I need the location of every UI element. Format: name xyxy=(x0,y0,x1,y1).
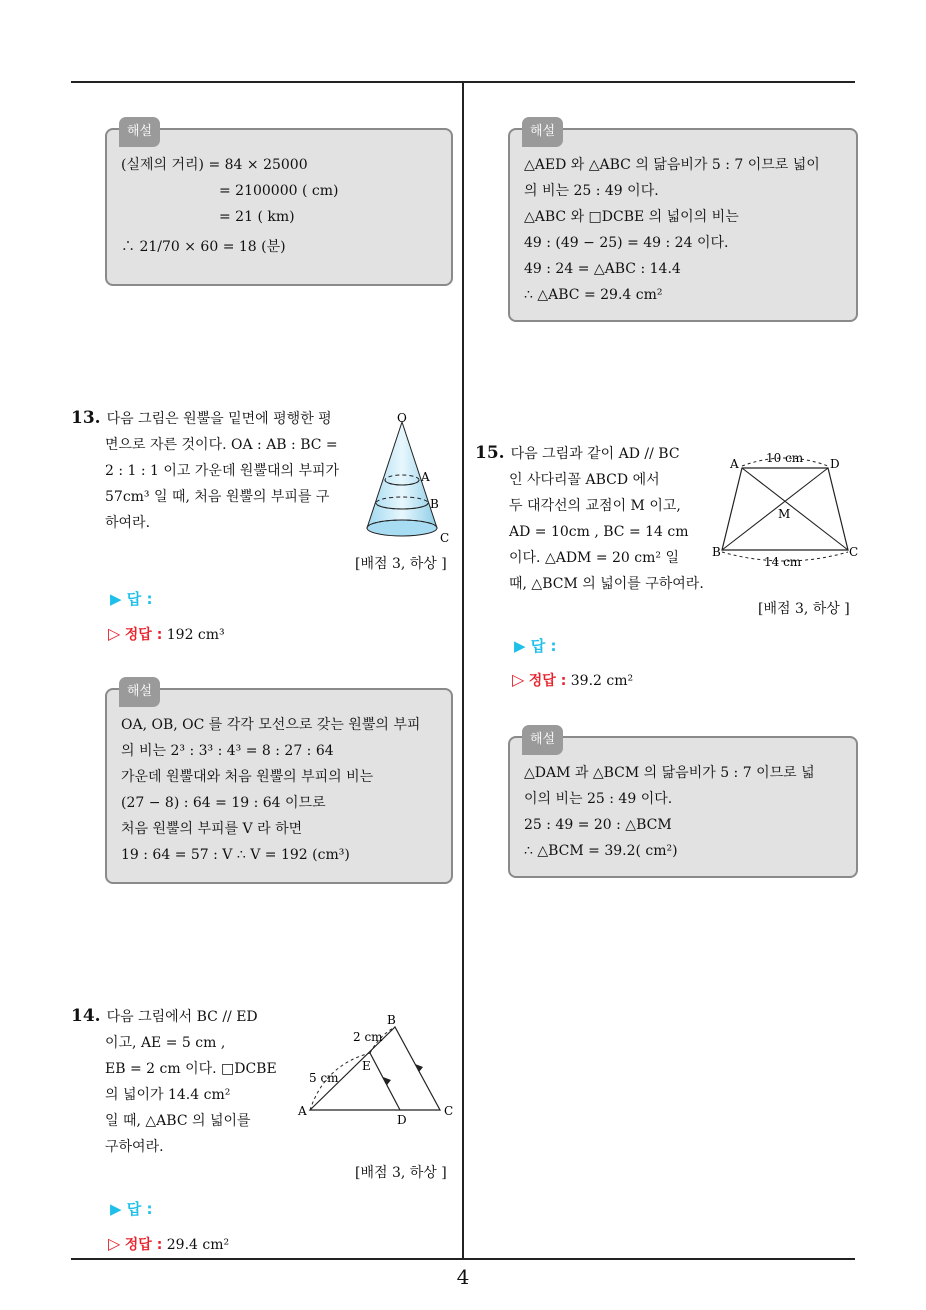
label-B: B xyxy=(430,497,439,511)
explanation-line: ∴ △ABC = 29.4 cm² xyxy=(524,287,663,303)
explanation-box-13 xyxy=(105,684,453,884)
score-meta-14: [배점 3, 하상 ] xyxy=(355,1165,447,1181)
explanation-line: (27 − 8) : 64 = 19 : 64 이므로 xyxy=(121,795,326,811)
question-text: 57cm³ 일 때, 처음 원뿔의 부피를 구 xyxy=(105,489,330,505)
question-text: 의 넓이가 14.4 cm² xyxy=(105,1087,231,1103)
question-text: 하여라. xyxy=(105,515,151,531)
correct-value: 39.2 cm² xyxy=(570,673,634,689)
label-C: C xyxy=(849,545,859,559)
trapezoid-figure xyxy=(710,448,865,573)
question-text: 면으로 자른 것이다. OA : AB : BC = xyxy=(105,437,338,453)
correct-answer-15 xyxy=(512,670,633,690)
question-text: 때, △BCM 의 넓이를 구하여라. xyxy=(509,576,704,592)
label-B: B xyxy=(712,545,721,559)
label-10cm: 10 cm xyxy=(766,451,804,465)
question-text: 2 : 1 : 1 이고 가운데 원뿔대의 부피가 xyxy=(105,463,340,479)
question-text: 인 사다리꼴 ABCD 에서 xyxy=(509,472,660,488)
label-E: E xyxy=(362,1059,371,1073)
explanation-line: OA, OB, OC 를 각각 모선으로 갖는 원뿔의 부피 xyxy=(121,717,421,733)
question-15 xyxy=(475,440,725,597)
triangle-icon: ▷ xyxy=(512,670,525,689)
correct-label: 정답 : xyxy=(124,1237,163,1253)
question-text: AD = 10cm , BC = 14 cm xyxy=(509,524,689,540)
cone-figure xyxy=(355,410,460,550)
label-A: A xyxy=(421,470,430,484)
question-number: 15. xyxy=(475,443,505,463)
explanation-box-12 xyxy=(105,124,453,286)
score-meta-15: [배점 3, 하상 ] xyxy=(758,601,850,617)
question-text: 두 대각선의 교점이 M 이고, xyxy=(509,498,681,514)
explanation-line: 처음 원뿔의 부피를 V 라 하면 xyxy=(121,821,303,837)
explanation-tag: 해설 xyxy=(522,725,563,755)
explanation-line: 19 : 64 = 57 : V ∴ V = 192 (cm³) xyxy=(121,847,350,863)
explanation-line: 의 비는 2³ : 3³ : 4³ = 8 : 27 : 64 xyxy=(121,743,334,759)
explanation-line: 가운데 원뿔대와 처음 원뿔의 부피의 비는 xyxy=(121,769,374,785)
bottom-rule xyxy=(71,1258,855,1260)
label-D: D xyxy=(397,1113,407,1127)
triangle-icon: ▷ xyxy=(108,624,121,643)
label-O: O xyxy=(397,411,407,425)
score-meta-13: [배점 3, 하상 ] xyxy=(355,556,447,572)
explanation-line: ∴ 21/70 × 60 = 18 (분) xyxy=(121,239,286,255)
label-5cm: 5 cm xyxy=(309,1071,339,1085)
label-C: C xyxy=(444,1104,454,1118)
label-D: D xyxy=(830,457,840,471)
label-14cm: 14 cm xyxy=(764,555,802,569)
question-number: 14. xyxy=(71,1006,101,1026)
label-2cm: 2 cm xyxy=(353,1030,383,1044)
question-text: 구하여라. xyxy=(105,1139,164,1155)
label-A: A xyxy=(730,457,739,471)
answer-label-13[interactable]: ▶ 답 : xyxy=(110,590,153,608)
explanation-line: 이의 비는 25 : 49 이다. xyxy=(524,791,673,807)
answer-label-15[interactable]: ▶ 답 : xyxy=(514,637,557,655)
question-text: EB = 2 cm 이다. □DCBE xyxy=(105,1061,277,1077)
explanation-line: 49 : 24 = △ABC : 14.4 xyxy=(524,261,681,277)
explanation-tag: 해설 xyxy=(522,117,563,147)
label-B: B xyxy=(387,1013,396,1027)
label-A: A xyxy=(298,1104,307,1118)
correct-answer-13 xyxy=(108,624,225,644)
correct-value: 192 cm³ xyxy=(166,627,225,643)
answer-label-14[interactable]: ▶ 답 : xyxy=(110,1200,153,1218)
correct-value: 29.4 cm² xyxy=(166,1237,230,1253)
explanation-line: = 21 ( km) xyxy=(219,209,295,225)
explanation-line: ∴ △BCM = 39.2( cm²) xyxy=(524,843,678,859)
triangle-icon: ▷ xyxy=(108,1234,121,1253)
correct-answer-14 xyxy=(108,1234,229,1254)
explanation-line: △AED 와 △ABC 의 닮음비가 5 : 7 이므로 넓이 xyxy=(524,157,820,173)
question-14 xyxy=(71,1003,301,1160)
question-number: 13. xyxy=(71,408,101,428)
explanation-line: = 2100000 ( cm) xyxy=(219,183,339,199)
label-C: C xyxy=(440,531,450,545)
explanation-line: 25 : 49 = 20 : △BCM xyxy=(524,817,672,833)
question-text: 일 때, △ABC 의 넓이를 xyxy=(105,1113,251,1129)
question-text: 다음 그림에서 BC // ED xyxy=(106,1009,258,1025)
explanation-line: △DAM 과 △BCM 의 닮음비가 5 : 7 이므로 넓 xyxy=(524,765,815,781)
explanation-box-15 xyxy=(508,732,858,878)
question-13 xyxy=(71,405,361,536)
label-M: M xyxy=(778,507,791,521)
explanation-tag: 해설 xyxy=(119,117,160,147)
explanation-box-14 xyxy=(508,124,858,322)
explanation-line: 의 비는 25 : 49 이다. xyxy=(524,183,659,199)
question-text: 이다. △ADM = 20 cm² 일 xyxy=(509,550,679,566)
question-text: 다음 그림은 원뿔을 밑면에 평행한 평 xyxy=(106,411,332,427)
explanation-line: △ABC 와 □DCBE 의 넓이의 비는 xyxy=(524,209,739,225)
question-text: 다음 그림과 같이 AD // BC xyxy=(510,446,680,462)
explanation-line: 49 : (49 − 25) = 49 : 24 이다. xyxy=(524,235,729,251)
correct-label: 정답 : xyxy=(124,627,163,643)
question-text: 이고, AE = 5 cm , xyxy=(105,1035,226,1051)
correct-label: 정답 : xyxy=(528,673,567,689)
triangle-figure xyxy=(295,1010,460,1130)
column-divider xyxy=(462,82,464,1259)
explanation-tag: 해설 xyxy=(119,677,160,707)
page-number: 4 xyxy=(456,1265,470,1289)
explanation-line: (실제의 거리) = 84 × 25000 xyxy=(121,157,308,173)
